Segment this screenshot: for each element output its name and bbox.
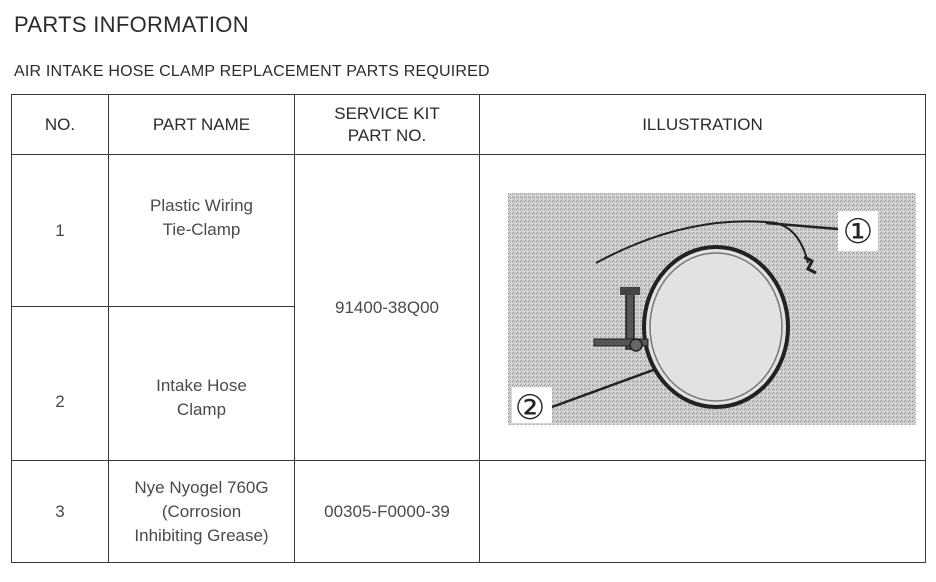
column-header-service-kit xyxy=(295,95,480,155)
table-row xyxy=(12,155,926,307)
illustration-area xyxy=(480,155,925,460)
column-header-part-name: PART NAME xyxy=(109,95,295,155)
cell-part-name xyxy=(109,155,295,307)
column-header-service-kit-text: SERVICE KIT PART NO. xyxy=(334,103,440,145)
section-subtitle: AIR INTAKE HOSE CLAMP REPLACEMENT PARTS REQUIRED xyxy=(14,63,490,80)
table-row xyxy=(12,461,926,563)
cell-service-kit-shared: 91400-38Q00 xyxy=(295,155,480,461)
cell-part-name xyxy=(109,461,295,563)
cell-illustration-empty xyxy=(480,461,926,563)
cell-no: 1 xyxy=(12,155,109,307)
cell-illustration xyxy=(480,155,926,461)
column-header-illustration: ILLUSTRATION xyxy=(480,95,926,155)
cell-no: 2 xyxy=(12,307,109,461)
column-header-no: NO. xyxy=(12,95,109,155)
page-title: PARTS INFORMATION xyxy=(14,12,249,37)
parts-table xyxy=(11,94,926,563)
cell-part-name xyxy=(109,307,295,461)
cell-no: 3 xyxy=(12,461,109,563)
callout-1-label: ① xyxy=(842,212,874,252)
callout-2-label: ② xyxy=(514,388,546,425)
hose-clamp-illustration xyxy=(508,193,916,425)
cell-service-kit: 00305-F0000-39 xyxy=(295,461,480,563)
table-header-row xyxy=(12,95,926,155)
part-name-text: Plastic Wiring Tie-Clamp xyxy=(150,195,253,239)
part-name-text: Intake Hose Clamp xyxy=(156,375,247,419)
part-name-text: Nye Nyogel 760G (Corrosion Inhibiting Grease) xyxy=(134,477,269,545)
